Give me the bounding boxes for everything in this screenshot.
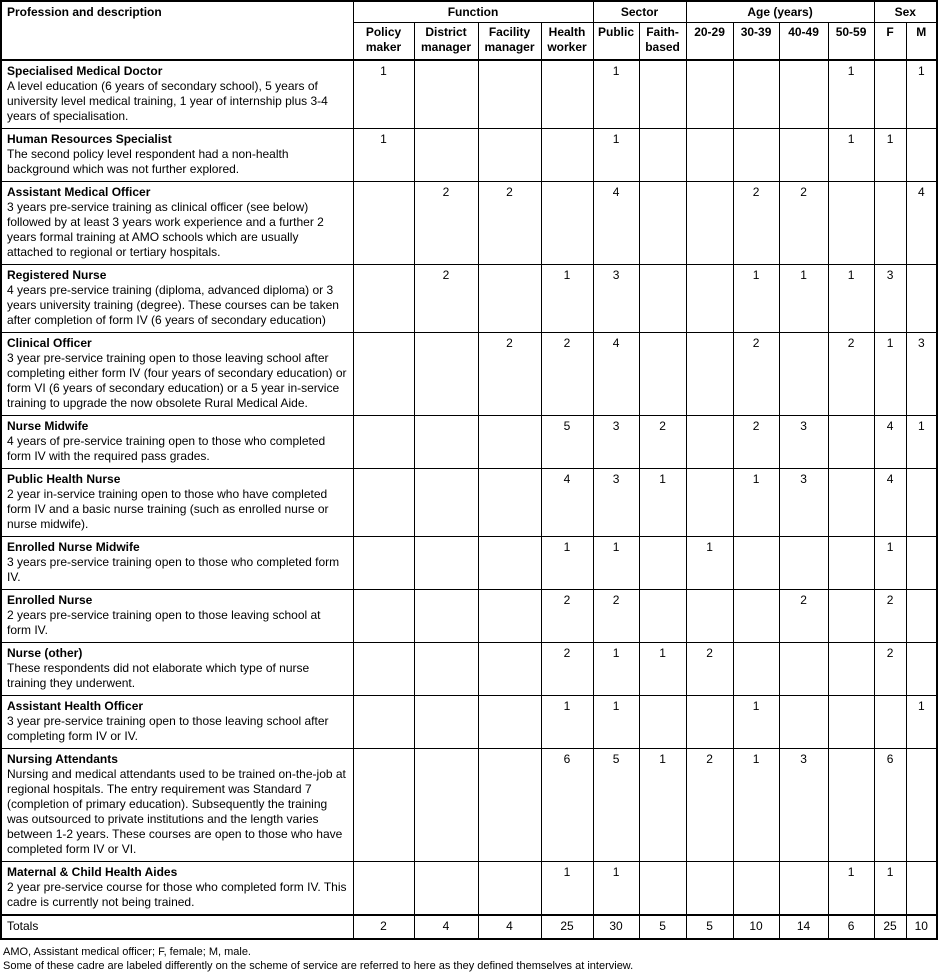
value-cell <box>639 590 686 643</box>
column-header-50-59: 50-59 <box>828 23 874 61</box>
value-cell: 6 <box>541 749 593 862</box>
value-cell: 1 <box>828 129 874 182</box>
value-cell <box>353 265 414 333</box>
value-cell: 1 <box>593 643 639 696</box>
value-cell: 1 <box>828 862 874 916</box>
value-cell: 1 <box>353 60 414 129</box>
profession-cell <box>1 696 353 749</box>
value-cell <box>906 643 937 696</box>
value-cell <box>828 537 874 590</box>
value-cell: 2 <box>541 643 593 696</box>
column-header-40-49: 40-49 <box>779 23 828 61</box>
value-cell: 1 <box>639 643 686 696</box>
value-cell <box>353 416 414 469</box>
value-cell <box>478 590 541 643</box>
value-cell: 1 <box>593 537 639 590</box>
value-cell: 2 <box>686 643 733 696</box>
column-header-30-39: 30-39 <box>733 23 779 61</box>
value-cell: 2 <box>779 590 828 643</box>
total-value-cell: 4 <box>478 915 541 939</box>
total-value-cell: 25 <box>541 915 593 939</box>
table-row <box>1 696 937 749</box>
value-cell: 1 <box>828 60 874 129</box>
value-cell <box>478 265 541 333</box>
value-cell <box>353 469 414 537</box>
value-cell <box>828 590 874 643</box>
value-cell: 2 <box>733 416 779 469</box>
value-cell <box>639 265 686 333</box>
column-group-sector: Sector <box>593 1 686 23</box>
value-cell: 3 <box>906 333 937 416</box>
value-cell <box>686 862 733 916</box>
table-row <box>1 862 937 916</box>
value-cell: 1 <box>906 60 937 129</box>
value-cell: 2 <box>639 416 686 469</box>
value-cell: 4 <box>874 469 906 537</box>
value-cell <box>874 60 906 129</box>
value-cell <box>478 129 541 182</box>
value-cell: 2 <box>733 182 779 265</box>
value-cell: 1 <box>541 862 593 916</box>
value-cell <box>828 643 874 696</box>
value-cell <box>874 182 906 265</box>
value-cell <box>478 749 541 862</box>
column-header-facility-manager: Facility manager <box>478 23 541 61</box>
value-cell <box>353 862 414 916</box>
total-value-cell: 2 <box>353 915 414 939</box>
value-cell: 3 <box>874 265 906 333</box>
value-cell <box>686 265 733 333</box>
value-cell <box>478 416 541 469</box>
value-cell <box>353 590 414 643</box>
row-description: 2 years pre-service training open to those leaving school at form IV. <box>7 608 321 637</box>
row-title: Nurse Midwife <box>7 419 89 433</box>
value-cell <box>639 696 686 749</box>
value-cell: 1 <box>593 60 639 129</box>
row-description: The second policy level respondent had a non-health background which was not further explored. <box>7 147 289 176</box>
value-cell <box>686 590 733 643</box>
row-description: 3 years pre-service training open to those who completed form IV. <box>7 555 340 584</box>
profession-cell <box>1 749 353 862</box>
value-cell <box>828 696 874 749</box>
value-cell <box>733 129 779 182</box>
value-cell <box>874 696 906 749</box>
row-title: Nursing Attendants <box>7 752 118 766</box>
table-row <box>1 749 937 862</box>
row-title: Nurse (other) <box>7 646 83 660</box>
profession-cell <box>1 643 353 696</box>
profession-cell <box>1 416 353 469</box>
value-cell <box>353 182 414 265</box>
value-cell: 6 <box>874 749 906 862</box>
value-cell: 2 <box>874 643 906 696</box>
value-cell: 1 <box>874 862 906 916</box>
value-cell <box>906 537 937 590</box>
row-title: Enrolled Nurse <box>7 593 93 607</box>
footnotes <box>0 940 938 973</box>
total-value-cell: 30 <box>593 915 639 939</box>
value-cell <box>478 862 541 916</box>
value-cell <box>686 416 733 469</box>
value-cell <box>639 537 686 590</box>
profession-cell <box>1 333 353 416</box>
value-cell: 2 <box>779 182 828 265</box>
row-title: Maternal & Child Health Aides <box>7 865 178 879</box>
row-description: 2 year pre-service course for those who completed form IV. This cadre is currently not being trained. <box>7 880 347 909</box>
value-cell: 1 <box>593 129 639 182</box>
value-cell: 3 <box>779 749 828 862</box>
value-cell <box>541 182 593 265</box>
value-cell <box>686 182 733 265</box>
value-cell <box>541 60 593 129</box>
value-cell <box>414 129 478 182</box>
column-header-faith-based: Faith-based <box>639 23 686 61</box>
value-cell: 1 <box>906 416 937 469</box>
table-row <box>1 265 937 333</box>
profession-cell <box>1 129 353 182</box>
value-cell: 3 <box>593 416 639 469</box>
value-cell: 1 <box>686 537 733 590</box>
column-header-district-manager: District manager <box>414 23 478 61</box>
value-cell: 1 <box>779 265 828 333</box>
value-cell <box>828 182 874 265</box>
value-cell: 1 <box>593 696 639 749</box>
profession-cell <box>1 182 353 265</box>
profession-cell <box>1 265 353 333</box>
value-cell <box>478 696 541 749</box>
value-cell: 2 <box>478 333 541 416</box>
value-cell <box>414 469 478 537</box>
value-cell <box>639 862 686 916</box>
value-cell: 3 <box>593 469 639 537</box>
value-cell <box>779 129 828 182</box>
value-cell <box>906 129 937 182</box>
row-description: 3 year pre-service training open to those leaving school after completing form IV or IV. <box>7 714 329 743</box>
value-cell: 1 <box>353 129 414 182</box>
value-cell <box>686 696 733 749</box>
value-cell <box>639 60 686 129</box>
value-cell <box>779 60 828 129</box>
value-cell <box>686 469 733 537</box>
value-cell <box>414 60 478 129</box>
total-value-cell: 14 <box>779 915 828 939</box>
value-cell <box>779 537 828 590</box>
column-header-m: M <box>906 23 937 61</box>
value-cell <box>414 643 478 696</box>
value-cell: 4 <box>906 182 937 265</box>
table-row <box>1 129 937 182</box>
column-header-public: Public <box>593 23 639 61</box>
footnote: Some of these cadre are labeled differently on the scheme of service are referred to here as they defined themselves at interview. <box>3 960 634 972</box>
row-title: Specialised Medical Doctor <box>7 64 163 78</box>
total-value-cell: 5 <box>639 915 686 939</box>
value-cell: 1 <box>733 749 779 862</box>
value-cell: 1 <box>874 537 906 590</box>
value-cell <box>478 469 541 537</box>
value-cell: 1 <box>541 265 593 333</box>
column-header-f: F <box>874 23 906 61</box>
row-description: Nursing and medical attendants used to be trained on-the-job at regional hospitals. The entry requirement was Standard 7 (completion of primary education). Subsequently the training was outsourced to private institutions and the length varies between 1-2 years. These courses are open to those who have completed form IV or VI. <box>7 767 346 856</box>
value-cell <box>906 590 937 643</box>
value-cell <box>828 469 874 537</box>
value-cell <box>686 333 733 416</box>
table-row <box>1 469 937 537</box>
profession-cell <box>1 590 353 643</box>
value-cell: 2 <box>874 590 906 643</box>
value-cell: 1 <box>593 862 639 916</box>
value-cell: 2 <box>541 590 593 643</box>
value-cell <box>541 129 593 182</box>
value-cell: 2 <box>541 333 593 416</box>
table-row <box>1 537 937 590</box>
row-title: Human Resources Specialist <box>7 132 172 146</box>
profession-cell <box>1 469 353 537</box>
table-row <box>1 590 937 643</box>
value-cell <box>414 862 478 916</box>
total-value-cell: 6 <box>828 915 874 939</box>
value-cell: 1 <box>541 696 593 749</box>
value-cell <box>414 590 478 643</box>
value-cell: 1 <box>639 749 686 862</box>
row-description: 3 year pre-service training open to those leaving school after completing either form IV (four years of secondary education) or form VI (6 years of secondary education) or a 5 year in-service training to upgrade the now obsolete Rural Medical Aide. <box>7 351 347 410</box>
value-cell: 4 <box>874 416 906 469</box>
footnote: AMO, Assistant medical officer; F, female; M, male. <box>3 946 251 958</box>
value-cell <box>414 696 478 749</box>
value-cell <box>639 333 686 416</box>
table-row <box>1 333 937 416</box>
value-cell: 1 <box>874 129 906 182</box>
value-cell <box>733 862 779 916</box>
value-cell <box>828 416 874 469</box>
value-cell: 4 <box>593 182 639 265</box>
value-cell <box>779 643 828 696</box>
value-cell: 3 <box>593 265 639 333</box>
column-group-age-years: Age (years) <box>686 1 874 23</box>
value-cell: 2 <box>733 333 779 416</box>
row-description: 4 years pre-service training (diploma, advanced diploma) or 3 years university training (degree). These courses can be taken after completion of form IV (6 years of secondary education) <box>7 283 339 327</box>
value-cell <box>478 537 541 590</box>
value-cell <box>353 333 414 416</box>
profession-cell <box>1 60 353 129</box>
value-cell: 1 <box>639 469 686 537</box>
value-cell: 1 <box>733 265 779 333</box>
table-row <box>1 416 937 469</box>
column-header-profession: Profession and description <box>1 1 353 60</box>
value-cell <box>779 333 828 416</box>
value-cell: 3 <box>779 416 828 469</box>
value-cell <box>414 749 478 862</box>
value-cell <box>686 60 733 129</box>
row-title: Clinical Officer <box>7 336 92 350</box>
value-cell <box>733 590 779 643</box>
value-cell: 1 <box>828 265 874 333</box>
table-header <box>1 1 937 60</box>
value-cell <box>906 749 937 862</box>
column-header-20-29: 20-29 <box>686 23 733 61</box>
column-group-function: Function <box>353 1 593 23</box>
value-cell: 4 <box>541 469 593 537</box>
column-header-health-worker: Health worker <box>541 23 593 61</box>
value-cell: 5 <box>593 749 639 862</box>
table-body <box>1 60 937 915</box>
row-title: Enrolled Nurse Midwife <box>7 540 140 554</box>
totals-row <box>1 915 937 939</box>
value-cell: 2 <box>828 333 874 416</box>
column-header-policy-maker: Policy maker <box>353 23 414 61</box>
row-title: Public Health Nurse <box>7 472 121 486</box>
value-cell <box>639 182 686 265</box>
row-description: These respondents did not elaborate which type of nurse training they underwent. <box>7 661 310 690</box>
row-description: A level education (6 years of secondary school), 5 years of university level medical training, 1 year of internship plus 3-4 years of specialisation. <box>7 79 328 123</box>
total-value-cell: 25 <box>874 915 906 939</box>
profession-cell <box>1 862 353 916</box>
value-cell <box>414 416 478 469</box>
value-cell: 2 <box>414 182 478 265</box>
row-title: Registered Nurse <box>7 268 107 282</box>
value-cell <box>779 862 828 916</box>
value-cell <box>414 333 478 416</box>
value-cell <box>478 60 541 129</box>
value-cell: 1 <box>906 696 937 749</box>
value-cell: 2 <box>414 265 478 333</box>
profession-cell <box>1 537 353 590</box>
row-description: 4 years of pre-service training open to those who completed form IV with the required pass grades. <box>7 434 326 463</box>
table-row <box>1 182 937 265</box>
value-cell <box>906 265 937 333</box>
value-cell <box>414 537 478 590</box>
group-header-row <box>1 1 937 23</box>
value-cell <box>478 643 541 696</box>
value-cell: 2 <box>593 590 639 643</box>
table-row <box>1 643 937 696</box>
value-cell <box>733 537 779 590</box>
total-value-cell: 10 <box>906 915 937 939</box>
value-cell <box>906 862 937 916</box>
row-description: 2 year in-service training open to those who have completed form IV and a basic nurse training (such as enrolled nurse or nurse midwife). <box>7 487 329 531</box>
value-cell <box>639 129 686 182</box>
value-cell <box>686 129 733 182</box>
value-cell <box>733 60 779 129</box>
value-cell: 1 <box>733 469 779 537</box>
value-cell: 1 <box>541 537 593 590</box>
row-description: 3 years pre-service training as clinical officer (see below) followed by at least 3 years work experience and a further 2 years formal training at AMO schools which are usually attached to regional or tertiary hospitals. <box>7 200 324 259</box>
value-cell: 4 <box>593 333 639 416</box>
totals-label: Totals <box>1 915 353 939</box>
value-cell <box>353 696 414 749</box>
value-cell <box>353 749 414 862</box>
value-cell <box>353 643 414 696</box>
total-value-cell: 5 <box>686 915 733 939</box>
column-group-sex: Sex <box>874 1 937 23</box>
value-cell: 2 <box>478 182 541 265</box>
value-cell <box>733 643 779 696</box>
value-cell <box>906 469 937 537</box>
value-cell: 3 <box>779 469 828 537</box>
row-title: Assistant Medical Officer <box>7 185 151 199</box>
total-value-cell: 4 <box>414 915 478 939</box>
row-title: Assistant Health Officer <box>7 699 144 713</box>
value-cell: 1 <box>874 333 906 416</box>
total-value-cell: 10 <box>733 915 779 939</box>
value-cell: 1 <box>733 696 779 749</box>
value-cell <box>828 749 874 862</box>
value-cell <box>779 696 828 749</box>
value-cell <box>353 537 414 590</box>
table-row <box>1 60 937 129</box>
value-cell: 5 <box>541 416 593 469</box>
value-cell: 2 <box>686 749 733 862</box>
